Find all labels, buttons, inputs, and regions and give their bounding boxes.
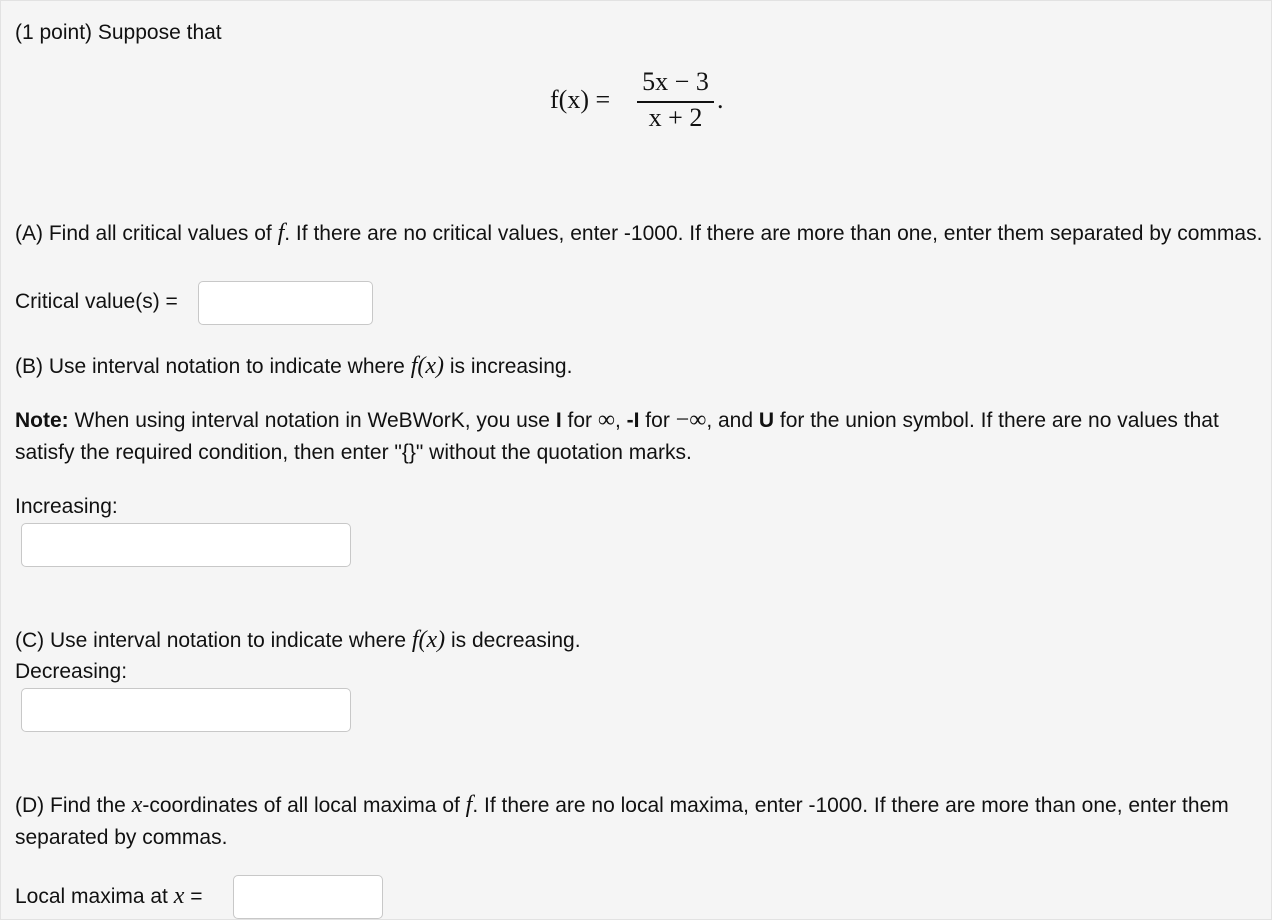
decreasing-label: Decreasing:: [15, 660, 128, 683]
local-maxima-input[interactable]: [233, 875, 383, 919]
local-maxima-label: Local maxima at x =: [15, 883, 203, 909]
formula-period: .: [717, 85, 724, 114]
problem-intro: (1 point) Suppose that: [15, 21, 222, 44]
formula-lhs: f(x) =: [550, 85, 611, 114]
var-f: f: [277, 220, 285, 246]
neg-infinity-symbol: −∞: [675, 407, 707, 433]
part-b-question: (B) Use interval notation to indicate where f(x) is increasing.: [15, 353, 573, 379]
fx-expression: f(x): [410, 353, 445, 379]
var-x: x: [131, 792, 143, 818]
critical-values-label: Critical value(s) =: [15, 290, 178, 313]
function-formula: [550, 67, 740, 137]
part-c-question: (C) Use interval notation to indicate where f(x) is decreasing.: [15, 627, 581, 653]
increasing-label: Increasing:: [15, 495, 118, 518]
var-x: x: [173, 883, 185, 909]
infinity-symbol: ∞: [597, 407, 615, 433]
part-a-question: (A) Find all critical values of f. If there are no critical values, enter -1000. If there are more than one, enter them separated by commas.: [15, 220, 1263, 246]
part-d-question: (D) Find the x-coordinates of all local maxima of f. If there are no local maxima, enter -1000. If there are more than one, enter them separated by commas.: [15, 792, 1229, 849]
formula-denominator: x + 2: [648, 103, 703, 132]
increasing-input[interactable]: [21, 523, 351, 567]
formula-numerator: 5x − 3: [642, 67, 709, 96]
var-f: f: [465, 792, 473, 818]
critical-values-input[interactable]: [198, 281, 373, 325]
interval-note: Note: When using interval notation in WeBWorK, you use I for ∞, -I for −∞, and U for the union symbol. If there are no values that satisfy the required condition, then enter "{}" without the quotation marks.: [15, 407, 1219, 464]
fx-expression: f(x): [411, 627, 446, 653]
decreasing-input[interactable]: [21, 688, 351, 732]
